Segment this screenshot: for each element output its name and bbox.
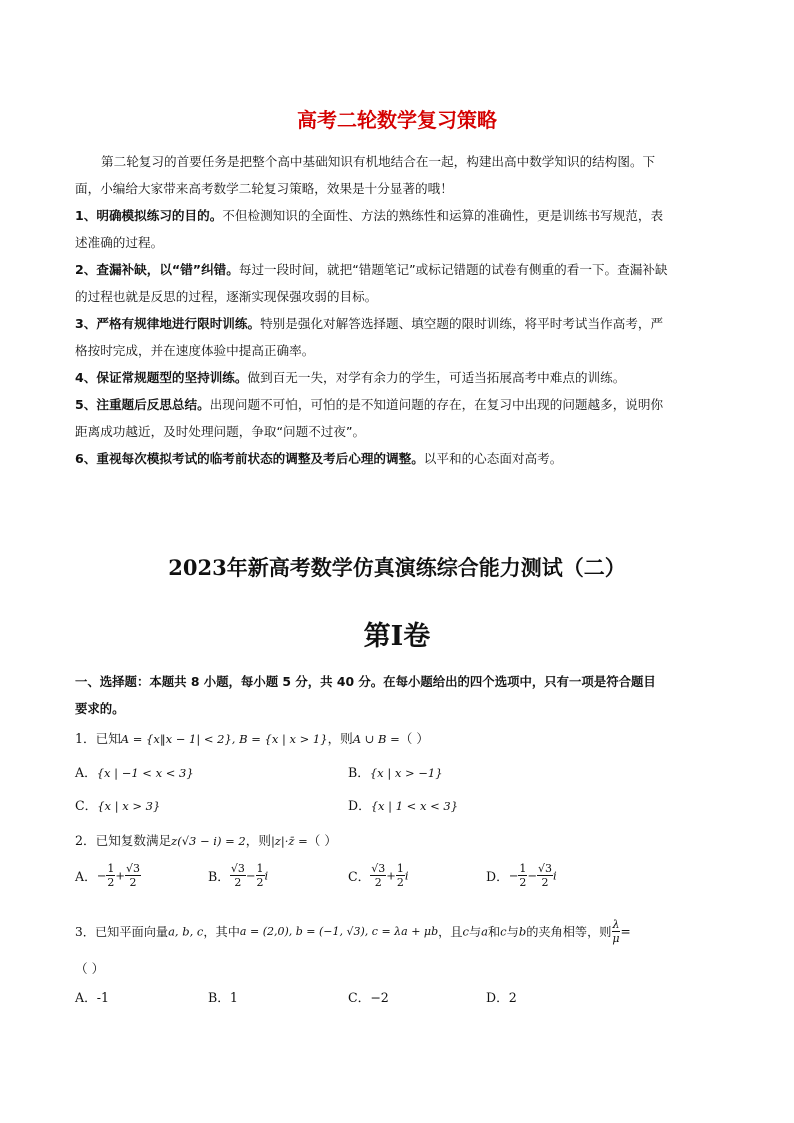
strategy-heading: 4、保证常规题型的坚持训练。: [75, 370, 248, 385]
option-value: −2: [370, 990, 389, 1005]
strategy-heading: 3、严格有规律地进行限时训练。: [75, 316, 261, 331]
strategy-heading: 5、注重题后反思总结。: [75, 397, 210, 412]
strategy-text: 不但检测知识的全面性、方法的熟练性和运算的准确性，更是训练书写规范，表: [222, 208, 664, 223]
frac-den: 2: [396, 876, 404, 889]
strategy-text: 特别是强化对解答选择题、填空题的限时训练，将平时考试当作高考，严: [260, 316, 664, 331]
q3-vectors-math: a, b, c: [168, 924, 204, 939]
section-heading: 一、选择题：本题共 8 小题，每小题 5 分，共 40 分。在每小题给出的四个选项中，只有一项是符合题目: [75, 674, 656, 689]
option-op: −: [527, 868, 537, 883]
strategy-heading: 2、查漏补缺，以“错”纠错。: [75, 262, 239, 277]
option-math: {x | 1 < x < 3}: [370, 799, 459, 813]
option-fraction: [518, 862, 527, 889]
q2-paren: （ ）: [307, 833, 337, 848]
question-2-stem: [75, 830, 337, 849]
option-fraction: [106, 862, 115, 889]
frac-num: 1: [107, 862, 115, 875]
frac-num: √3: [125, 862, 140, 875]
strategy-cont: 的过程也就是反思的过程，逐渐实现保强攻弱的目标。: [75, 289, 378, 304]
q3-mid1: ，其中: [203, 925, 240, 939]
option-label: B．: [208, 990, 230, 1005]
q1-option-c[interactable]: [75, 795, 160, 814]
frac-num: √3: [230, 862, 245, 875]
option-label: D．: [486, 869, 509, 884]
q3-vec-c: c: [462, 924, 469, 939]
q1-paren: （ ）: [399, 731, 429, 746]
strategy-heading: 6、重视每次模拟考试的临考前状态的调整及考后心理的调整。: [75, 451, 424, 466]
q3-equals: =: [620, 924, 631, 939]
option-fraction: [256, 862, 265, 889]
option-label: A．: [75, 765, 97, 780]
strategy-cont: 述准确的过程。: [75, 235, 164, 250]
strategy-cont: 距离成功越近，及时处理问题，争取“问题不过夜”。: [75, 424, 366, 439]
q1-prefix: 1．已知: [75, 731, 121, 746]
strategy-heading: 1、明确模拟练习的目的。: [75, 208, 223, 223]
q2-expr-math: |z|·z̄ =: [270, 834, 308, 848]
q1-option-b[interactable]: [348, 762, 443, 781]
strategy-text: 做到百无一失，对学有余力的学生，可适当拓展高考中难点的训练。: [247, 370, 626, 385]
option-label: A．: [75, 869, 97, 884]
option-label: C．: [348, 869, 371, 884]
option-fraction: [125, 862, 141, 889]
frac-num: √3: [371, 862, 386, 875]
question-1-stem: [75, 728, 429, 747]
strategy-text: 以平和的心态面对高考。: [423, 451, 563, 466]
option-label: D．: [348, 798, 371, 813]
option-label: C．: [75, 798, 98, 813]
strategy-item-2: [75, 256, 668, 283]
exam-title: 2023年新高考数学仿真演练综合能力测试（二）: [168, 555, 626, 580]
option-fraction: [370, 862, 386, 889]
q2-option-b[interactable]: [208, 862, 268, 889]
q3-prefix: 3．已知平面向量: [75, 925, 169, 939]
q2-option-c[interactable]: [348, 862, 409, 889]
option-math: {x | x > 3}: [97, 799, 161, 813]
frac-den: 2: [129, 876, 137, 889]
frac-den: 2: [234, 876, 242, 889]
q3-vec-b: b: [518, 924, 527, 939]
frac-num: 1: [256, 862, 264, 875]
q3-option-c[interactable]: [348, 987, 389, 1006]
option-fraction: [396, 862, 405, 889]
strategy-item-4: [75, 364, 625, 391]
frac-num: 1: [519, 862, 527, 875]
q3-vec-a: a: [481, 924, 488, 939]
option-sign: −: [508, 868, 519, 883]
q3-text: 与: [506, 925, 519, 939]
frac-den: 2: [374, 876, 382, 889]
q2-eq-math: z(√3 − i) = 2: [171, 834, 246, 848]
q3-vec-c: c: [500, 924, 507, 939]
option-tail: i: [553, 868, 557, 883]
option-label: A．: [75, 990, 97, 1005]
q3-option-b[interactable]: [208, 987, 238, 1006]
option-label: B．: [348, 765, 370, 780]
strategy-item-1: [75, 202, 663, 229]
option-fraction: [230, 862, 246, 889]
option-value: 2: [508, 990, 517, 1005]
option-label: D．: [486, 990, 509, 1005]
frac-den: 2: [256, 876, 264, 889]
frac-den: μ: [612, 932, 620, 945]
frac-den: 2: [541, 876, 549, 889]
q1-option-d[interactable]: [348, 795, 458, 814]
option-tail: i: [264, 868, 269, 883]
option-label: C．: [348, 990, 371, 1005]
strategy-text: 出现问题不可怕，可怕的是不知道问题的存在，在复习中出现的问题越多，说明你: [209, 397, 664, 412]
option-sign: −: [96, 868, 107, 883]
frac-num: √3: [537, 862, 552, 875]
q3-def-math: a = (2,0), b = (−1, √3), c = λa + μb: [239, 925, 439, 938]
frac-den: 2: [519, 876, 527, 889]
q2-option-a[interactable]: [75, 862, 141, 889]
strategy-item-6: [75, 445, 562, 472]
q3-option-a[interactable]: [75, 987, 109, 1006]
q2-option-d[interactable]: [486, 862, 557, 889]
frac-den: 2: [107, 876, 115, 889]
option-fraction: [537, 862, 553, 889]
intro-line: 面，小编给大家带来高考数学二轮复习策略，效果是十分显著的哦！: [75, 181, 453, 196]
option-op: −: [245, 868, 256, 883]
q3-text: 与: [468, 925, 482, 939]
frac-num: λ: [612, 918, 620, 931]
q2-prefix: 2．已知复数满足: [75, 833, 172, 848]
strategy-text: 每过一段时间，就把“错题笔记”或标记错题的试卷有侧重的看一下。查漏补缺: [238, 262, 668, 277]
q3-option-d[interactable]: [486, 987, 517, 1006]
q3-paren: （ ）: [75, 961, 105, 976]
option-tail: i: [404, 868, 409, 883]
volume-title: 第Ⅰ卷: [363, 621, 431, 652]
q3-mid2: ，且: [438, 925, 463, 939]
option-math: {x | x > −1}: [369, 766, 443, 780]
q1-union-math: A ∪ B =: [352, 732, 400, 746]
option-value: 1: [229, 990, 238, 1005]
strategy-item-3: [75, 310, 663, 337]
option-math: {x | −1 < x < 3}: [96, 766, 194, 780]
option-op: +: [386, 868, 396, 883]
page-title: 高考二轮数学复习策略: [297, 108, 497, 132]
intro-line: 第二轮复习的首要任务是把整个高中基础知识有机地结合在一起，构建出高中数学知识的结构图。下: [101, 154, 656, 169]
option-value: -1: [96, 990, 109, 1005]
q2-mid: ，则: [245, 833, 271, 848]
q3-text: 和: [487, 925, 501, 939]
question-3-stem: [75, 918, 631, 945]
q3-text: 的夹角相等，则: [526, 925, 612, 939]
q1-sets-math: A = {x‖x − 1| < 2}, B = {x | x > 1}: [120, 732, 328, 746]
q1-mid: ，则: [327, 731, 353, 746]
q1-option-a[interactable]: [75, 762, 194, 781]
option-op: +: [115, 868, 125, 883]
frac-num: 1: [396, 862, 404, 875]
section-heading-cont: 要求的。: [75, 701, 125, 716]
strategy-cont: 格按时完成，并在速度体验中提高正确率。: [75, 343, 315, 358]
option-label: B．: [208, 869, 230, 884]
strategy-item-5: [75, 391, 663, 418]
